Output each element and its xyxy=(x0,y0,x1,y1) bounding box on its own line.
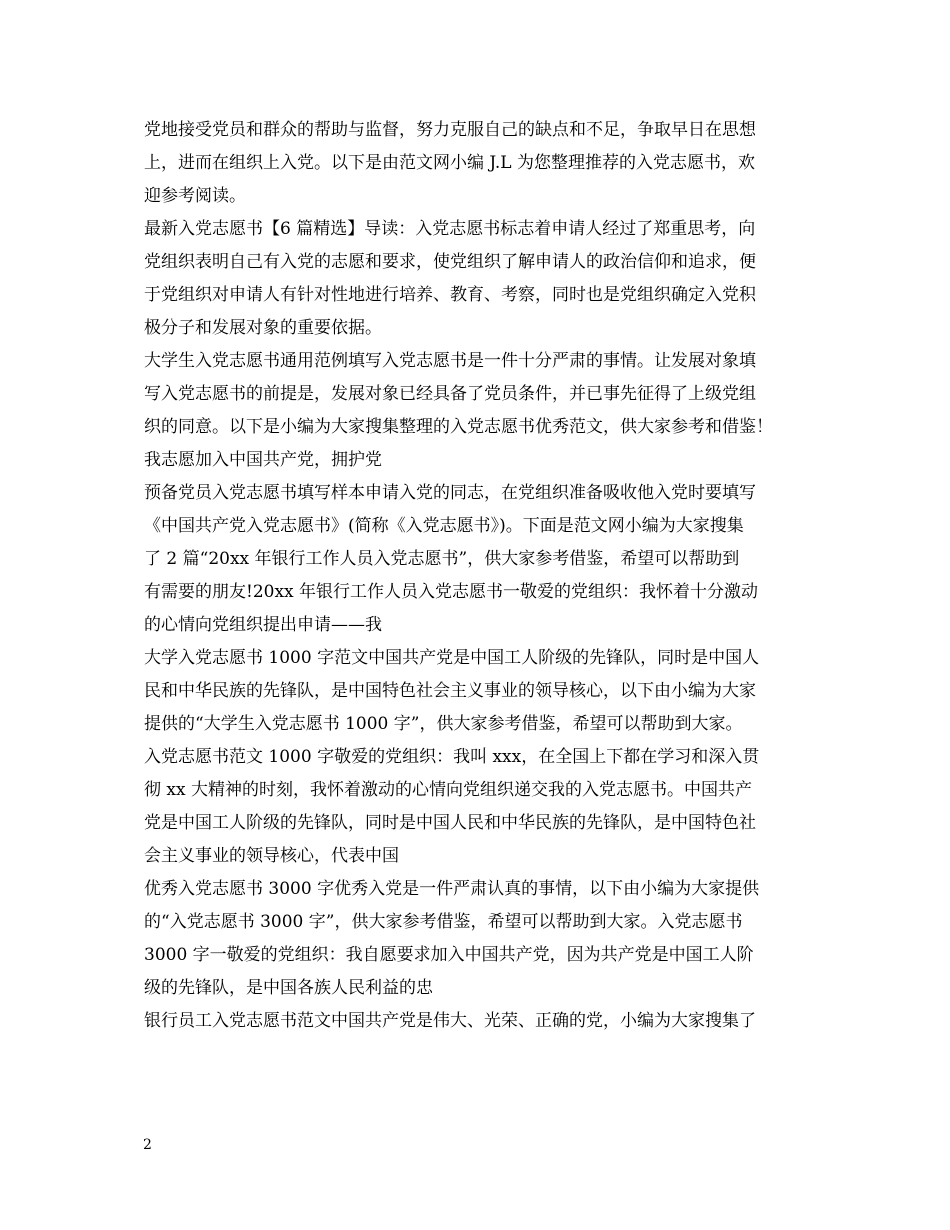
text-line: 民和中华民族的先锋队，是中国特色社会主义事业的领导核心，以下由小编为大家 xyxy=(144,681,756,701)
page-number: 2 xyxy=(143,1137,152,1153)
text-line: 预备党员入党志愿书填写样本申请入党的同志，在党组织准备吸收他入党时要填写 xyxy=(144,483,756,503)
paragraph-7 xyxy=(144,873,814,1005)
text-line: 级的先锋队，是中国各族人民利益的忠 xyxy=(144,978,433,998)
text-line: 大学生入党志愿书通用范例填写入党志愿书是一件十分严肃的事情。让发展对象填 xyxy=(144,351,756,371)
text-line: 了 2 篇“20xx 年银行工作人员入党志愿书”，供大家参考借鉴，希望可以帮助到 xyxy=(144,549,740,569)
paragraph-3 xyxy=(144,345,814,477)
text-line: 有需要的朋友!20xx 年银行工作人员入党志愿书一敬爱的党组织：我怀着十分激动 xyxy=(144,582,759,602)
paragraph-5 xyxy=(144,642,814,741)
text-line: 党地接受党员和群众的帮助与监督，努力克服自己的缺点和不足，争取早日在思想 xyxy=(144,120,756,140)
text-line: 的心情向党组织提出申请——我 xyxy=(144,615,382,635)
text-line: 提供的“大学生入党志愿书 1000 字”，供大家参考借鉴，希望可以帮助到大家。 xyxy=(144,714,743,734)
text-line: 3000 字一敬爱的党组织：我自愿要求加入中国共产党，因为共产党是中国工人阶 xyxy=(144,945,754,965)
text-line: 党是中国工人阶级的先锋队，同时是中国人民和中华民族的先锋队，是中国特色社 xyxy=(144,813,756,833)
paragraph-1 xyxy=(144,114,814,213)
text-line: 迎参考阅读。 xyxy=(144,186,246,206)
text-line: 彻 xx 大精神的时刻，我怀着激动的心情向党组织递交我的入党志愿书。中国共产 xyxy=(144,780,752,800)
text-line: 银行员工入党志愿书范文中国共产党是伟大、光荣、正确的党，小编为大家搜集了 xyxy=(144,1011,756,1031)
text-line: 于党组织对申请人有针对性地进行培养、教育、考察，同时也是党组织确定入党积 xyxy=(144,285,756,305)
paragraph-8 xyxy=(144,1005,814,1038)
text-line: 党组织表明自己有入党的志愿和要求，使党组织了解申请人的政治信仰和追求，便 xyxy=(144,252,756,272)
paragraph-4 xyxy=(144,477,814,642)
text-line: 织的同意。以下是小编为大家搜集整理的入党志愿书优秀范文，供大家参考和借鉴！ xyxy=(144,417,773,437)
text-line: 写入党志愿书的前提是，发展对象已经具备了党员条件，并已事先征得了上级党组 xyxy=(144,384,756,404)
document-body xyxy=(144,114,814,1038)
paragraph-2 xyxy=(144,213,814,345)
text-line: 最新入党志愿书【6 篇精选】导读：入党志愿书标志着申请人经过了郑重思考，向 xyxy=(144,219,756,239)
text-line: 极分子和发展对象的重要依据。 xyxy=(144,318,382,338)
text-line: 上，进而在组织上入党。以下是由范文网小编 J.L 为您整理推荐的入党志愿书，欢 xyxy=(144,153,755,173)
text-line: 我志愿加入中国共产党，拥护党 xyxy=(144,450,382,470)
text-line: 大学入党志愿书 1000 字范文中国共产党是中国工人阶级的先锋队，同时是中国人 xyxy=(144,648,760,668)
paragraph-6 xyxy=(144,741,814,873)
text-line: 入党志愿书范文 1000 字敬爱的党组织：我叫 xxx，在全国上下都在学习和深入贯 xyxy=(144,747,760,767)
text-line: 的“入党志愿书 3000 字”，供大家参考借鉴，希望可以帮助到大家。入党志愿书 xyxy=(144,912,743,932)
text-line: 会主义事业的领导核心，代表中国 xyxy=(144,846,399,866)
text-line: 优秀入党志愿书 3000 字优秀入党是一件严肃认真的事情，以下由小编为大家提供 xyxy=(144,879,760,899)
text-line: 《中国共产党入党志愿书》(简称《入党志愿书》)。下面是范文网小编为大家搜集 xyxy=(144,516,744,536)
